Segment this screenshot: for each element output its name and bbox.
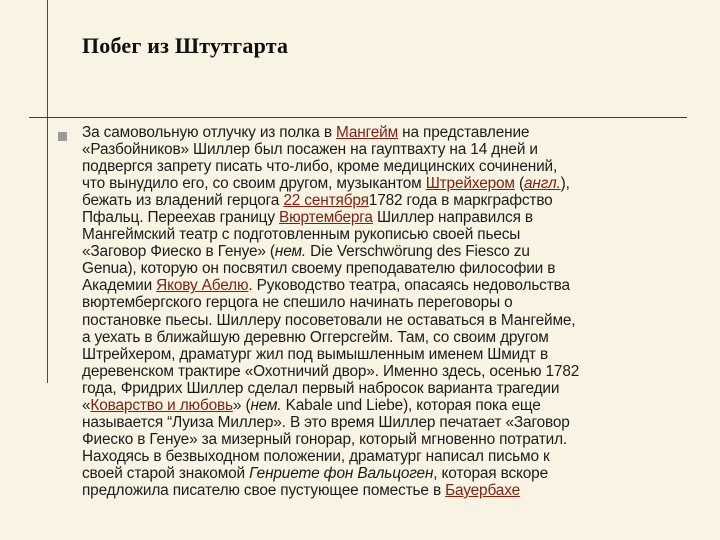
- text-line: года, Фридрих Шиллер сделал первый набросок варианта трагедии: [82, 379, 560, 397]
- text-line: [82, 243, 694, 260]
- link-kabale[interactable]: Коварство и любовь: [90, 396, 233, 414]
- text-segment: бежать из владений герцога: [82, 192, 284, 210]
- link-date[interactable]: 22 сентября: [283, 192, 369, 210]
- link-streicher[interactable]: Штрейхером: [425, 175, 515, 193]
- text-segment: Академии: [82, 277, 157, 295]
- text-line: [82, 397, 694, 414]
- text-line: деревенском трактире «Охотничий двор». Именно здесь, осенью 1782: [82, 362, 580, 380]
- text-segment: предложила писателю свое пустующее поместье в: [82, 481, 446, 499]
- text-line: [82, 209, 694, 226]
- text-line: Мангеймский театр с подготовленным рукописью своей пьесы: [82, 226, 521, 244]
- link-bauerbach[interactable]: Бауербахе: [445, 481, 520, 499]
- text-line: [82, 124, 694, 141]
- text-line: подвергся запрету писать что-либо, кроме медицинских сочинений,: [82, 158, 558, 176]
- text-segment: ),: [560, 175, 570, 193]
- link-mannheim[interactable]: Мангейм: [336, 124, 399, 141]
- vertical-rule: [47, 0, 48, 383]
- slide-title: Побег из Штутгарта: [82, 33, 289, 58]
- text-line: [82, 465, 694, 482]
- text-segment: » (: [232, 396, 251, 414]
- text-segment: Пфальц. Переехав границу: [82, 209, 280, 227]
- text-segment-italic: Генриете фон Вальцоген: [249, 464, 434, 482]
- text-line: Находясь в безвыходном положении, драматург написал письмо к: [82, 447, 550, 465]
- link-wurttemberg[interactable]: Вюртемберга: [279, 209, 373, 227]
- text-segment-italic: нем.: [274, 243, 306, 261]
- link-english[interactable]: англ.: [523, 175, 561, 193]
- text-line: [82, 175, 694, 192]
- body-paragraph: [82, 124, 694, 499]
- text-line: [82, 277, 694, 294]
- text-segment: что вынудило его, со своим другом, музыкантом: [82, 175, 426, 193]
- bullet-square-icon: [58, 132, 67, 141]
- text-segment: , которая вскоре: [433, 464, 548, 482]
- text-segment: (: [514, 175, 524, 193]
- text-segment: своей старой знакомой: [82, 464, 250, 482]
- text-segment-italic: нем.: [250, 396, 282, 414]
- text-segment: Kabale und Liebe), которая пока еще: [281, 396, 541, 414]
- text-segment: на представление: [398, 124, 530, 141]
- text-line: Штрейхером, драматург жил под вымышленным именем Шмидт в: [82, 345, 548, 363]
- text-segment: 1782 года в маркграфство: [368, 192, 553, 210]
- text-line: постановке пьесы. Шиллеру посоветовали не оставаться в Мангейме,: [82, 311, 576, 329]
- text-segment: Die Verschwörung des Fiesco zu: [306, 243, 530, 261]
- text-segment: . Руководство театра, опасаясь недовольства: [248, 277, 570, 295]
- text-line: вюртембергского герцога не спешило начинать переговоры о: [82, 294, 513, 312]
- text-segment: Шиллер направился в: [372, 209, 533, 227]
- text-line: [82, 192, 694, 209]
- text-line: а уехать в ближайшую деревню Оггерсгейм. Там, со своим другом: [82, 328, 549, 346]
- text-line: [82, 482, 694, 499]
- text-line: называется “Луиза Миллер». В это время Шиллер печатает «Заговор: [82, 413, 570, 431]
- horizontal-rule: [29, 117, 687, 118]
- link-abel[interactable]: Якову Абелю: [156, 277, 249, 295]
- text-segment: «Заговор Фиеско в Генуе» (: [82, 243, 275, 261]
- text-line: Фиеско в Генуе» за мизерный гонорар, который мгновенно потратил.: [82, 430, 568, 448]
- text-segment: «: [82, 396, 91, 414]
- text-segment: За самовольную отлучку из полка в: [82, 124, 336, 141]
- text-line: Genua), которую он посвятил своему преподавателю философии в: [82, 260, 556, 278]
- text-line: «Разбойников» Шиллер был посажен на гауптвахту на 14 дней и: [82, 141, 538, 159]
